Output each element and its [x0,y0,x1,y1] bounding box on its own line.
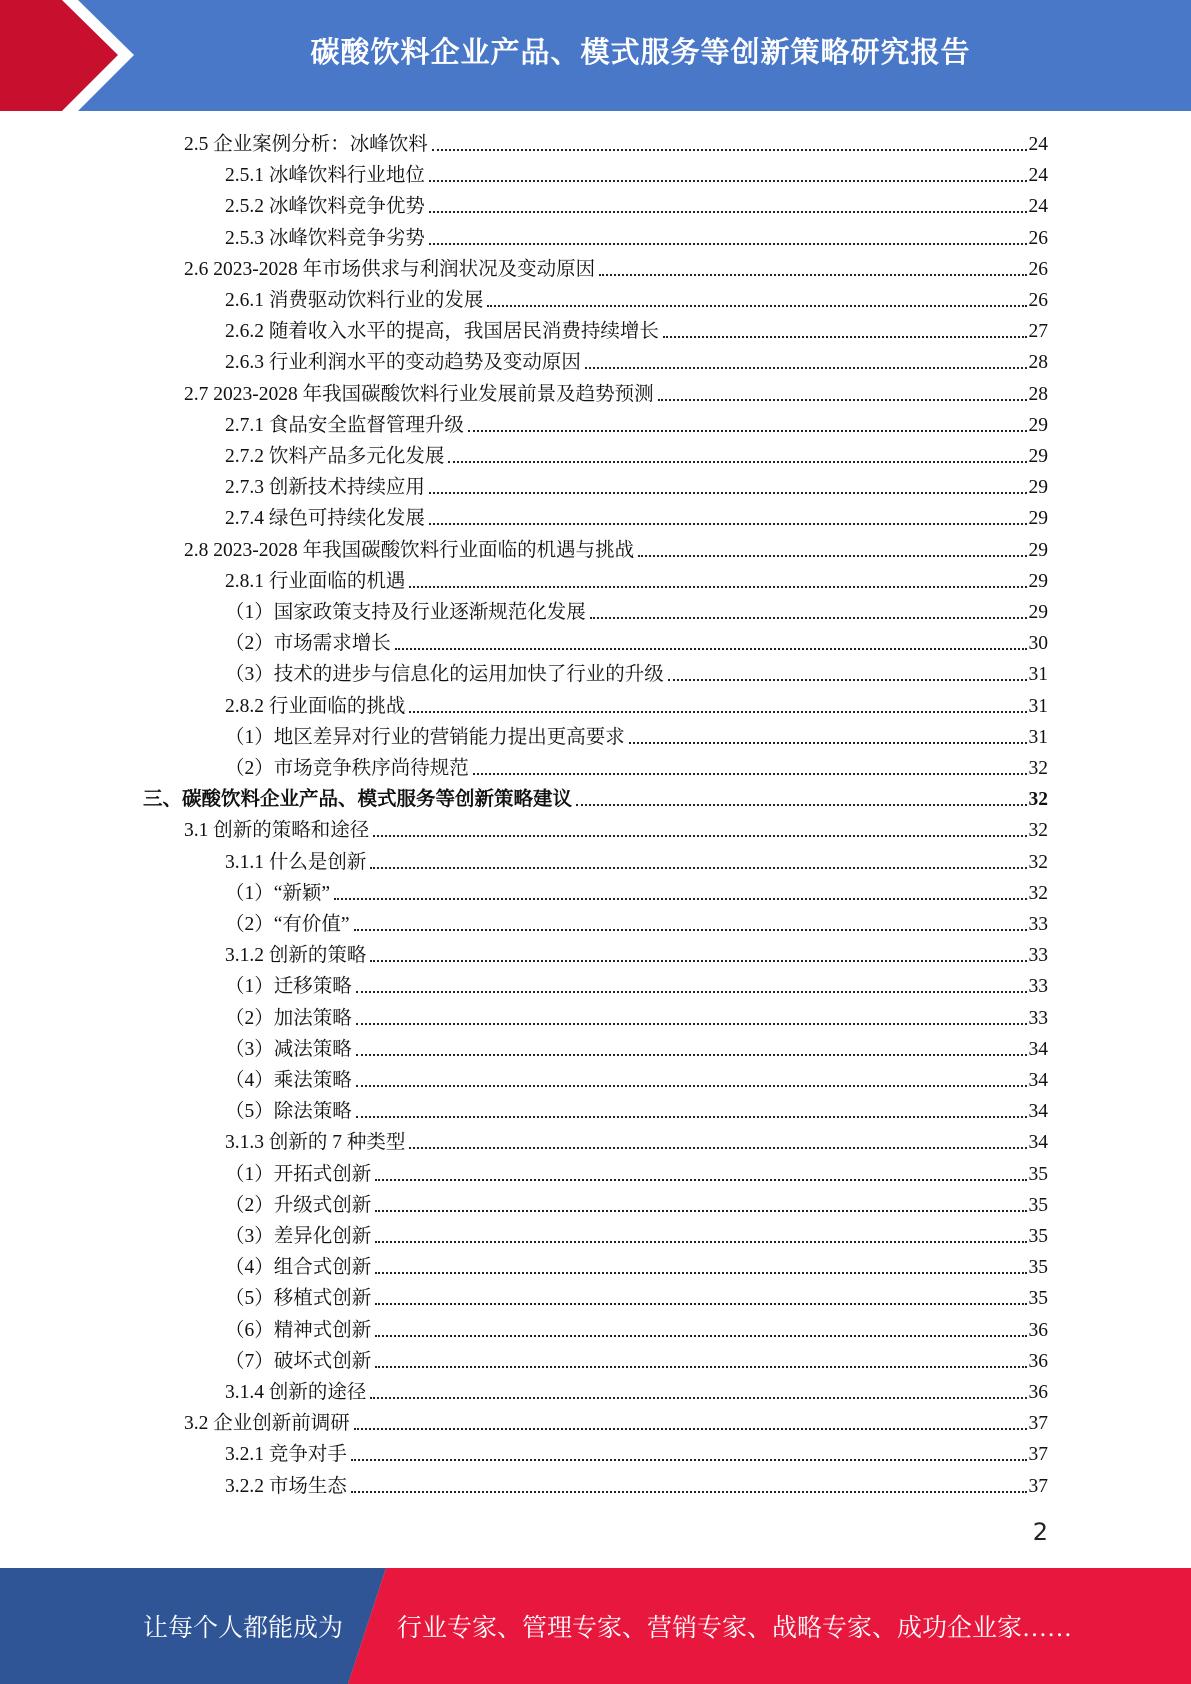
toc-entry-label: 2.5.1 冰峰饮料行业地位 [225,165,425,187]
toc-leader-dots [429,507,1027,525]
toc-leader-dots [356,975,1027,993]
toc-leader-dots [429,227,1027,245]
toc-leader-dots [429,164,1027,182]
report-header [0,0,1191,111]
toc-leader-dots [409,1131,1026,1149]
toc-entry[interactable] [225,282,1048,313]
toc-entry-page: 27 [1028,321,1048,343]
toc-entry[interactable] [225,313,1048,344]
toc-leader-dots [448,445,1026,463]
toc-entry[interactable] [225,625,1048,656]
toc-entry-label: 3.1.4 创新的途径 [225,1382,367,1403]
toc-entry[interactable] [225,968,1048,999]
toc-entry[interactable] [225,1093,1048,1124]
toc-entry-label: 3.1.1 什么是创新 [225,851,367,873]
toc-entry-page: 34 [1028,1038,1048,1060]
toc-entry-label: 3.1.3 创新的 7 种类型 [225,1132,406,1154]
toc-leader-dots [375,1287,1026,1305]
toc-entry[interactable] [225,1343,1048,1374]
toc-entry-page: 29 [1028,539,1048,561]
toc-leader-dots [487,289,1026,307]
toc-entry-page: 36 [1028,1319,1048,1341]
toc-entry[interactable] [225,906,1048,937]
toc-entry-label: 2.8.1 行业面临的机遇 [225,570,406,592]
toc-entry-page: 24 [1028,134,1048,155]
toc-entry-label: （2）市场需求增长 [225,633,391,655]
toc-entry-label: 3.1 创新的策略和途径 [184,820,370,842]
toc-leader-dots [375,1163,1026,1181]
toc-entry-label: （2）市场竞争秩序尚待规范 [225,758,469,779]
report-footer [0,1568,1191,1684]
footer-slogan-right: 行业专家、管理专家、营销专家、战略专家、成功企业家…… [397,1615,1073,1642]
toc-entry[interactable] [225,1374,1048,1405]
toc-entry-label: （6）精神式创新 [225,1319,372,1341]
toc-entry[interactable] [225,1249,1048,1280]
toc-entry[interactable] [225,1218,1048,1249]
toc-entry-label: （1）地区差异对行业的营销能力提出更高要求 [225,726,625,748]
toc-leader-dots [590,601,1027,619]
toc-entry-page: 32 [1028,789,1048,811]
toc-entry-page: 37 [1028,1444,1048,1466]
toc-entry[interactable] [225,594,1048,625]
toc-leader-dots [638,539,1026,557]
toc-entry-label: （2）加法策略 [225,1007,352,1029]
toc-leader-dots [599,258,1026,276]
toc-leader-dots [351,1475,1027,1493]
toc-leader-dots [585,351,1027,369]
toc-entry-page: 34 [1028,1070,1048,1091]
toc-entry-page: 37 [1028,1413,1048,1435]
toc-entry-label: 3.2 企业创新前调研 [184,1413,350,1435]
toc-leader-dots [375,1225,1026,1243]
toc-entry-label: 2.7.3 创新技术持续应用 [225,477,425,499]
toc-entry[interactable] [225,1000,1048,1031]
toc-leader-dots [356,1100,1027,1118]
toc-entry-page: 35 [1028,1226,1048,1247]
toc-leader-dots [658,383,1027,401]
toc-entry-page: 26 [1028,290,1048,311]
toc-entry-label: 2.8 2023-2028 年我国碳酸饮料行业面临的机遇与挑战 [184,539,635,561]
toc-entry-label: （2）升级式创新 [225,1194,372,1216]
toc-entry[interactable] [225,1436,1048,1467]
toc-leader-dots [468,414,1027,432]
toc-entry-page: 29 [1028,414,1048,436]
toc-leader-dots [356,1069,1027,1087]
toc-leader-dots [409,570,1026,588]
toc-entry[interactable] [225,344,1048,375]
toc-entry-page: 33 [1028,914,1048,935]
toc-leader-dots [375,1350,1026,1368]
toc-entry[interactable] [225,1187,1048,1218]
toc-entry-label: （3）减法策略 [225,1038,352,1060]
toc-leader-dots [375,1319,1026,1337]
toc-entry-page: 32 [1028,882,1048,904]
toc-entry-page: 35 [1028,1257,1048,1279]
toc-entry-page: 31 [1028,664,1048,686]
toc-entry-label: （5）除法策略 [225,1101,352,1123]
toc-leader-dots [354,913,1027,931]
toc-entry-label: 三、碳酸饮料企业产品、模式服务等创新策略建议 [143,789,573,811]
toc-entry-label: （1）开拓式创新 [225,1163,372,1185]
toc-entry[interactable] [225,1468,1048,1499]
toc-entry-label: （1）国家政策支持及行业逐渐规范化发展 [225,602,586,623]
toc-leader-dots [409,695,1026,713]
toc-entry-page: 35 [1028,1288,1048,1310]
toc-leader-dots [370,1381,1026,1399]
toc-leader-dots [663,320,1027,338]
toc-leader-dots [432,133,1027,151]
toc-entry-label: 2.6.1 消费驱动饮料行业的发展 [225,290,484,311]
toc-entry-page: 29 [1028,508,1048,530]
toc-entry[interactable] [225,719,1048,750]
toc-leader-dots [334,882,1026,900]
toc-entry-page: 31 [1028,726,1048,748]
toc-entry-page: 36 [1028,1382,1048,1403]
toc-entry[interactable] [225,656,1048,687]
toc-entry-label: 3.2.2 市场生态 [225,1475,347,1497]
toc-entry[interactable] [184,251,1048,282]
toc-entry-label: 2.5 企业案例分析：冰峰饮料 [184,134,428,155]
toc-entry[interactable] [225,157,1048,188]
toc-entry[interactable] [225,750,1048,781]
toc-entry-label: 2.7 2023-2028 年我国碳酸饮料行业发展前景及趋势预测 [184,383,654,405]
toc-entry-page: 29 [1028,570,1048,592]
toc-entry-page: 32 [1028,851,1048,873]
toc-entry[interactable] [225,1280,1048,1311]
toc-entry[interactable] [184,126,1048,157]
toc-leader-dots [370,944,1026,962]
toc-entry-page: 33 [1028,976,1048,998]
toc-entry[interactable] [225,844,1048,875]
toc-entry[interactable] [225,469,1048,500]
toc-entry[interactable] [184,812,1048,843]
toc-entry-page: 26 [1028,258,1048,280]
report-title: 碳酸饮料企业产品、模式服务等创新策略研究报告 [310,34,971,69]
page-number: 2 [1032,1518,1048,1546]
toc-leader-dots [668,663,1027,681]
toc-leader-dots [576,788,1026,806]
toc-entry[interactable] [184,1405,1048,1436]
toc-entry[interactable] [225,688,1048,719]
toc-entry-page: 34 [1028,1132,1048,1154]
toc-entry[interactable] [225,407,1048,438]
toc-entry-label: 2.6.2 随着收入水平的提高，我国居民消费持续增长 [225,321,659,343]
toc-entry-label: （4）乘法策略 [225,1070,352,1091]
toc-entry[interactable] [225,220,1048,251]
toc-leader-dots [629,726,1027,744]
toc-entry-label: （3）差异化创新 [225,1226,372,1247]
toc-leader-dots [429,476,1027,494]
toc-entry-label: 2.8.2 行业面临的挑战 [225,695,406,717]
footer-slogan-left: 让每个人都能成为 [143,1615,344,1642]
toc-entry-page: 28 [1028,383,1048,405]
toc-entry-label: （7）破坏式创新 [225,1350,372,1372]
toc-entry[interactable] [225,1062,1048,1093]
toc-entry-label: 3.2.1 竞争对手 [225,1444,347,1466]
toc-leader-dots [395,632,1027,650]
toc-leader-dots [370,851,1026,869]
toc-entry-page: 32 [1028,820,1048,842]
toc-entry-label: 2.6.3 行业利润水平的变动趋势及变动原因 [225,352,581,374]
toc-entry[interactable] [225,1031,1048,1062]
toc-entry-label: 2.7.4 绿色可持续化发展 [225,508,425,530]
toc-entry[interactable] [225,188,1048,219]
toc-entry-label: 3.1.2 创新的策略 [225,945,367,967]
toc-leader-dots [473,757,1027,775]
toc-entry-page: 26 [1028,227,1048,249]
toc-entry-label: （1）“新颖” [225,882,331,904]
toc-entry-label: 2.5.3 冰峰饮料竞争劣势 [225,227,425,249]
toc-entry-label: 2.7.1 食品安全监督管理升级 [225,414,464,436]
toc-entry[interactable] [225,1156,1048,1187]
toc-entry-page: 37 [1028,1475,1048,1497]
toc-entry-label: （2）“有价值” [225,914,350,935]
toc-entry-page: 24 [1028,196,1048,218]
toc-entry-label: （3）技术的进步与信息化的运用加快了行业的升级 [225,664,664,686]
toc-entry-page: 24 [1028,165,1048,187]
toc-entry-page: 32 [1028,758,1048,779]
toc-leader-dots [356,1038,1027,1056]
toc-entry-page: 33 [1028,945,1048,967]
toc-leader-dots [373,819,1026,837]
toc-entry[interactable] [184,376,1048,407]
toc-entry[interactable] [225,500,1048,531]
toc-entry-label: （5）移植式创新 [225,1288,372,1310]
toc-entry[interactable] [225,937,1048,968]
toc-leader-dots [356,1007,1027,1025]
toc-entry[interactable] [225,438,1048,469]
toc-entry[interactable] [225,1312,1048,1343]
toc-entry-page: 34 [1028,1101,1048,1123]
toc-entry-label: （4）组合式创新 [225,1257,372,1279]
toc-entry-page: 29 [1028,477,1048,499]
toc-entry[interactable] [225,875,1048,906]
toc-entry-page: 28 [1028,352,1048,374]
toc-entry-page: 31 [1028,695,1048,717]
toc-entry[interactable] [225,563,1048,594]
toc-entry-page: 35 [1028,1194,1048,1216]
toc-entry[interactable] [225,1124,1048,1155]
toc-entry-page: 36 [1028,1350,1048,1372]
toc-leader-dots [354,1412,1027,1430]
toc-leader-dots [429,195,1027,213]
toc-entry-label: 2.6 2023-2028 年市场供求与利润状况及变动原因 [184,258,596,280]
toc-entry[interactable] [143,781,1048,812]
toc-leader-dots [375,1194,1026,1212]
toc-entry-page: 29 [1028,602,1048,623]
toc-entry-page: 35 [1028,1163,1048,1185]
toc-leader-dots [375,1256,1026,1274]
toc-entry-label: 2.7.2 饮料产品多元化发展 [225,446,445,467]
toc-entry-label: （1）迁移策略 [225,976,352,998]
toc-entry-page: 33 [1028,1007,1048,1029]
toc-entry[interactable] [184,532,1048,563]
toc-entry-page: 30 [1028,633,1048,655]
toc-entry-label: 2.5.2 冰峰饮料竞争优势 [225,196,425,218]
toc-entry-page: 29 [1028,446,1048,467]
red-chevron-decoration [0,0,150,111]
toc-leader-dots [351,1443,1027,1461]
